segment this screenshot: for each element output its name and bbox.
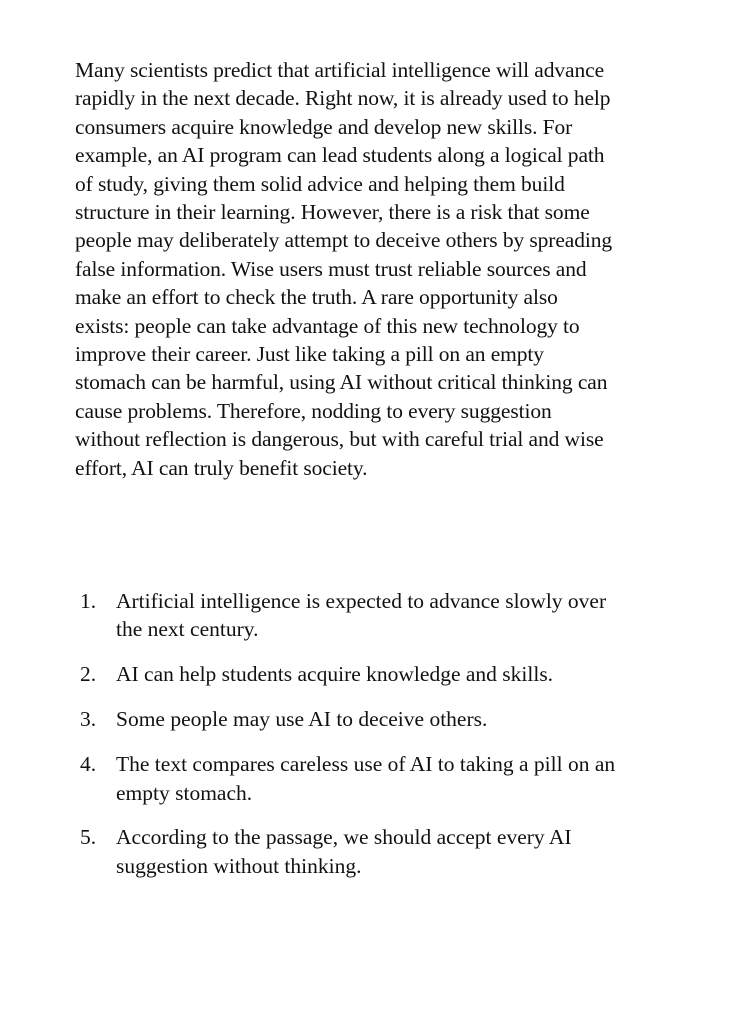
reading-passage (75, 56, 695, 482)
statement-text: The text compares careless use of AI to taking a pill on an (116, 752, 616, 777)
statement-item (80, 705, 700, 733)
statement-text: the next century. (116, 617, 259, 642)
passage-line: stomach can be harmful, using AI without critical thinking can (75, 370, 608, 395)
statement-text: Some people may use AI to deceive others. (116, 707, 488, 732)
statement-text: suggestion without thinking. (116, 853, 362, 878)
passage-line: example, an AI program can lead students along a logical path (75, 143, 605, 168)
statement-list (80, 587, 700, 897)
statement-number: 5. (80, 825, 97, 850)
passage-line: exists: people can take advantage of this new technology to (75, 313, 580, 338)
statement-item (80, 823, 700, 880)
statement-number: 1. (80, 589, 97, 613)
passage-line: without reflection is dangerous, but with careful trial and wise (75, 427, 604, 452)
passage-line: Many scientists predict that artificial intelligence will advance (75, 58, 605, 82)
passage-line: effort, AI can truly benefit society. (75, 455, 368, 480)
statement-item (80, 660, 700, 688)
passage-line: improve their career. Just like taking a pill on an empty (75, 342, 544, 367)
statement-number: 3. (80, 707, 97, 732)
passage-line: of study, giving them solid advice and helping them build (75, 171, 565, 196)
statement-text: AI can help students acquire knowledge and skills. (116, 662, 554, 687)
statement-number: 2. (80, 662, 97, 687)
statement-item (80, 587, 700, 644)
statement-text: According to the passage, we should accept every AI (116, 825, 572, 850)
statement-text: empty stomach. (116, 780, 253, 805)
statement-item (80, 750, 700, 807)
passage-line: structure in their learning. However, there is a risk that some (75, 200, 590, 225)
statement-text: Artificial intelligence is expected to advance slowly over (116, 589, 607, 613)
passage-line: consumers acquire knowledge and develop new skills. For (75, 114, 573, 139)
passage-line: people may deliberately attempt to deceive others by spreading (75, 228, 613, 253)
statement-number: 4. (80, 752, 97, 777)
passage-line: rapidly in the next decade. Right now, it is already used to help (75, 86, 611, 111)
passage-line: cause problems. Therefore, nodding to every suggestion (75, 398, 552, 423)
passage-line: make an effort to check the truth. A rare opportunity also (75, 285, 558, 310)
passage-line: false information. Wise users must trust reliable sources and (75, 256, 587, 281)
